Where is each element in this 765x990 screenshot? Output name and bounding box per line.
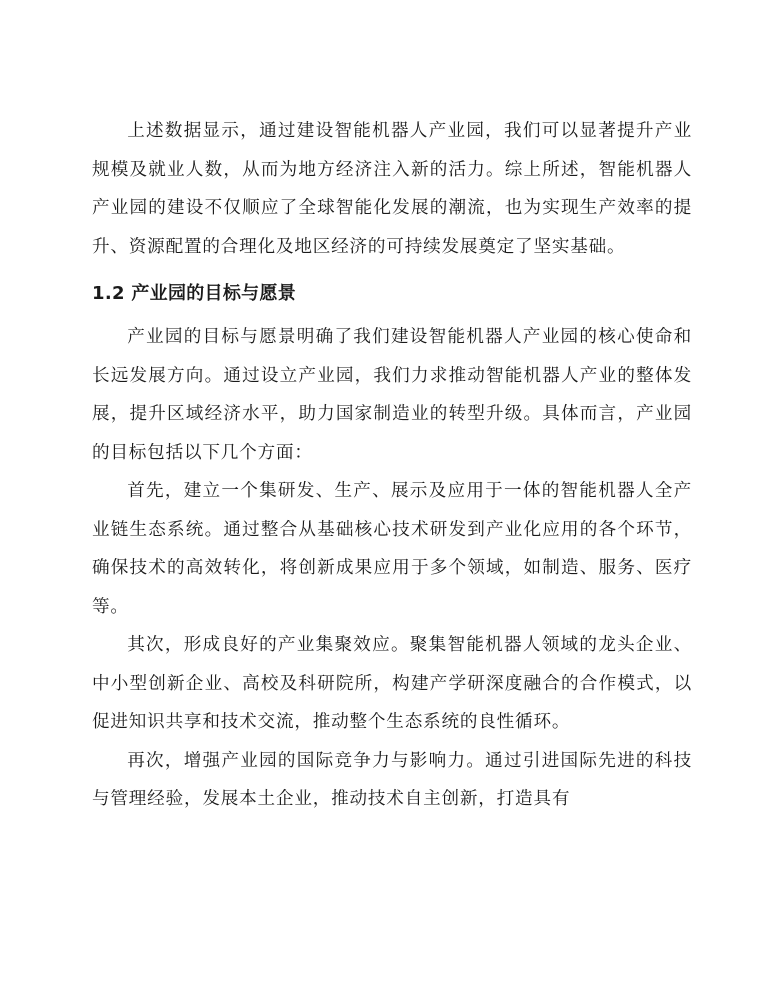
body-paragraph: 产业园的目标与愿景明确了我们建设智能机器人产业园的核心使命和长远发展方向。通过设立产业园，我们力求推动智能机器人产业的整体发展，提升区域经济水平，助力国家制造业的转型升级。具体而言，产业园的目标包括以下几个方面： [92,327,692,463]
body-paragraph: 再次，增强产业园的国际竞争力与影响力。通过引进国际先进的科技与管理经验，发展本土企业，推动技术自主创新，打造具有 [92,750,692,809]
body-paragraph: 首先，建立一个集研发、生产、展示及应用于一体的智能机器人全产业链生态系统。通过整合从基础核心技术研发到产业化应用的各个环节，确保技术的高效转化，将创新成果应用于多个领域，如制造、服务、医疗等。 [92,481,692,617]
body-paragraph: 其次，形成良好的产业集聚效应。聚集智能机器人领域的龙头企业、中小型创新企业、高校及科研院所，构建产学研深度融合的合作模式，以促进知识共享和技术交流，推动整个生态系统的良性循环。 [92,635,692,732]
body-paragraph: 上述数据显示，通过建设智能机器人产业园，我们可以显著提升产业规模及就业人数，从而为地方经济注入新的活力。综上所述，智能机器人产业园的建设不仅顺应了全球智能化发展的潮流，也为实现生产效率的提升、资源配置的合理化及地区经济的可持续发展奠定了坚实基础。 [92,121,692,257]
section-heading: 1.2 产业园的目标与愿景 [92,283,297,304]
document-body [92,112,692,819]
